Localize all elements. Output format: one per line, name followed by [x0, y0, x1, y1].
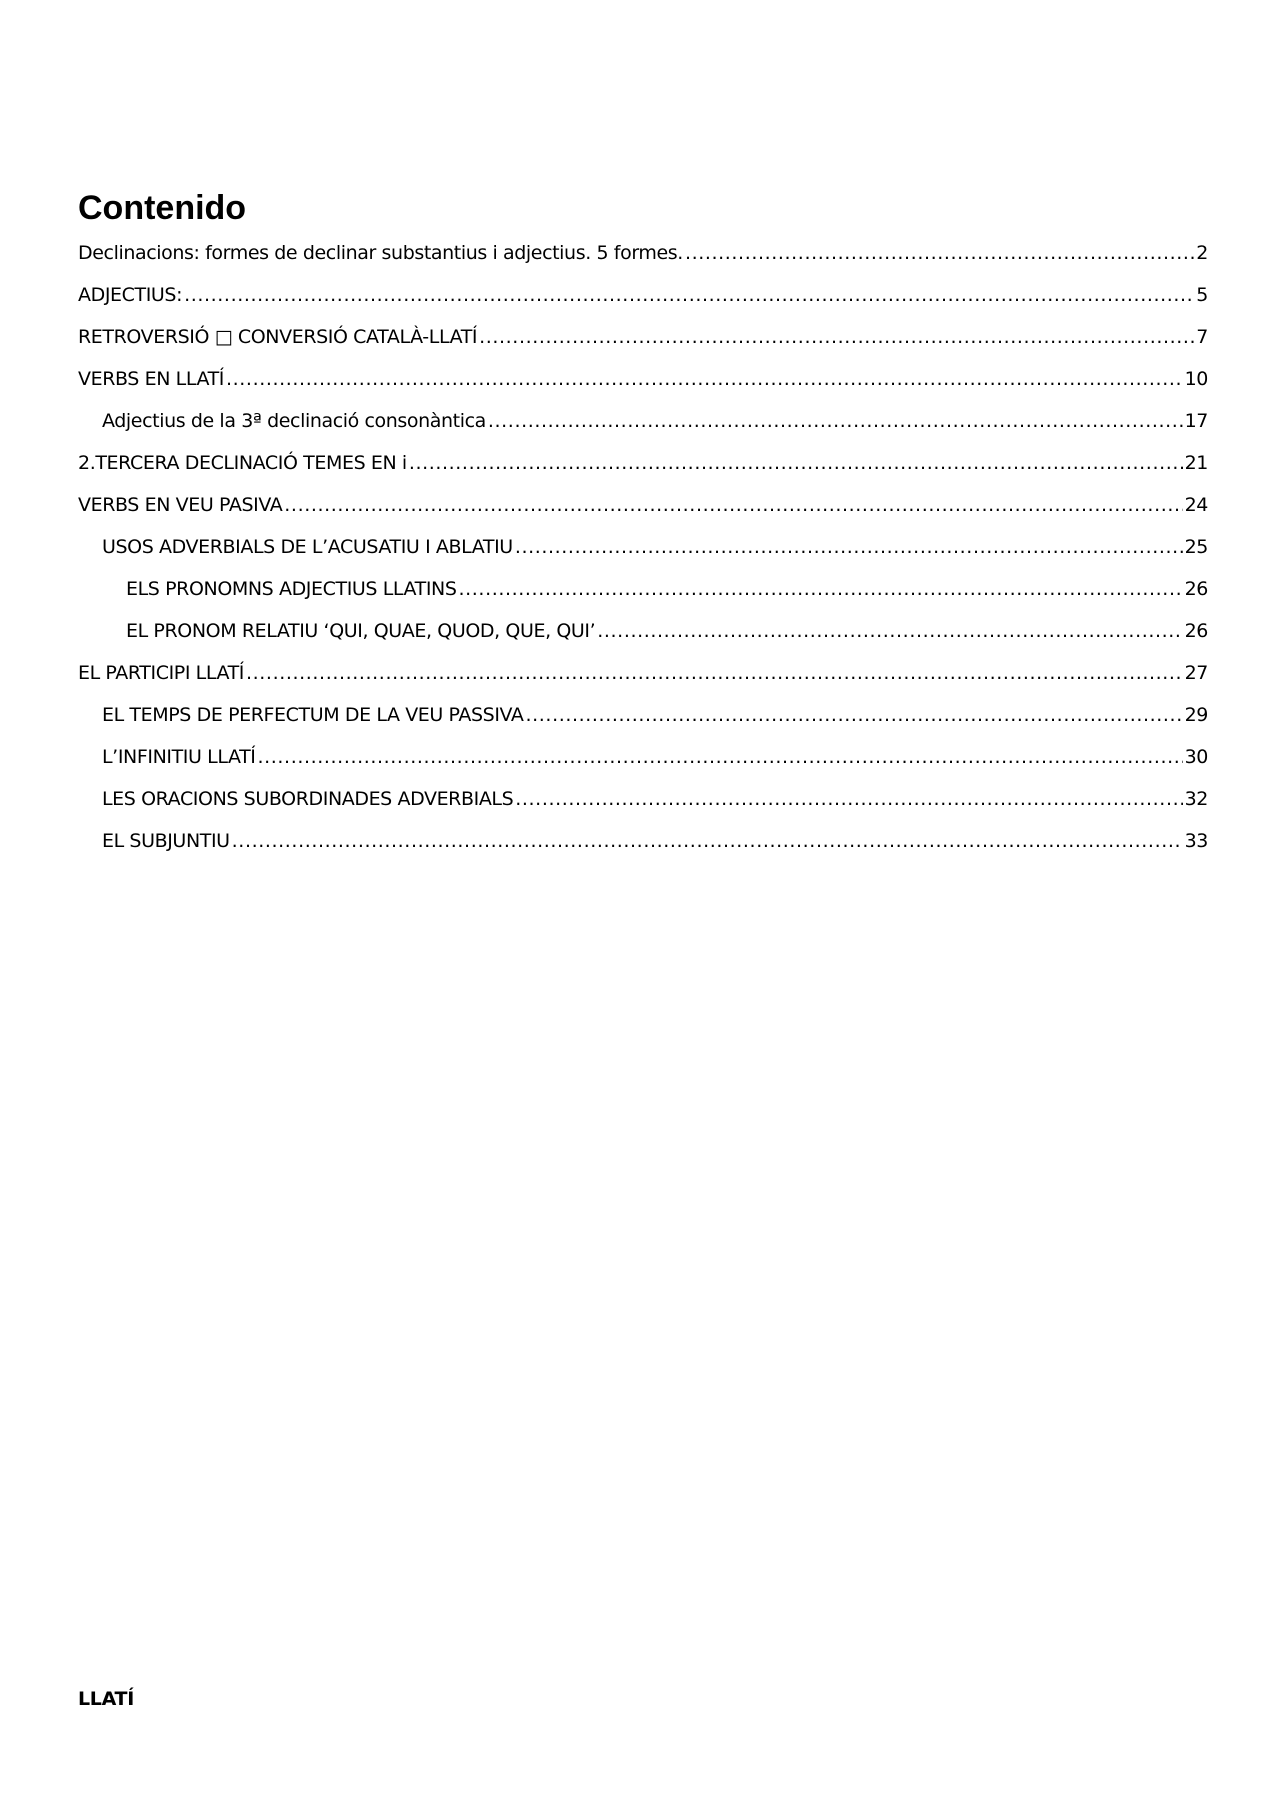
toc-entry-text: RETROVERSIÓ □ CONVERSIÓ CATALÀ-LLATÍ: [78, 326, 478, 348]
table-of-contents: [78, 242, 1208, 872]
toc-entry[interactable]: [78, 452, 1208, 494]
toc-entry[interactable]: [78, 242, 1208, 284]
toc-entry-text: EL PARTICIPI LLATÍ: [78, 662, 245, 684]
toc-dot-leader: [409, 452, 1183, 474]
toc-page-number: 25: [1184, 536, 1208, 558]
toc-entry[interactable]: [78, 620, 1208, 662]
toc-entry[interactable]: [78, 284, 1208, 326]
toc-entry[interactable]: [78, 536, 1208, 578]
toc-dot-leader: [459, 578, 1183, 600]
toc-page-number: 7: [1196, 326, 1208, 348]
toc-dot-leader: [258, 746, 1183, 768]
toc-page-number: 17: [1184, 410, 1208, 432]
page-footer: LLATÍ: [78, 1688, 134, 1710]
toc-page-number: 30: [1184, 746, 1208, 768]
toc-page-number: 27: [1184, 662, 1208, 684]
toc-page-number: 2: [1196, 242, 1208, 264]
toc-entry-text: LES ORACIONS SUBORDINADES ADVERBIALS: [102, 788, 514, 810]
toc-entry[interactable]: [78, 788, 1208, 830]
toc-dot-leader: [597, 620, 1182, 642]
toc-entry[interactable]: [78, 326, 1208, 368]
toc-dot-leader: [246, 662, 1183, 684]
toc-dot-leader: [284, 494, 1182, 516]
toc-entry-text: USOS ADVERBIALS DE L’ACUSATIU I ABLATIU: [102, 536, 513, 558]
toc-page-number: 10: [1184, 368, 1208, 390]
toc-entry[interactable]: [78, 746, 1208, 788]
toc-page-number: 32: [1184, 788, 1208, 810]
toc-page-number: 26: [1184, 620, 1208, 642]
toc-dot-leader: [488, 410, 1183, 432]
toc-entry-text: VERBS EN LLATÍ: [78, 368, 225, 390]
toc-dot-leader: [226, 368, 1183, 390]
toc-title: Contenido: [78, 189, 247, 227]
toc-entry-text: Adjectius de la 3ª declinació consonàntica: [102, 410, 486, 432]
toc-entry[interactable]: [78, 662, 1208, 704]
toc-entry[interactable]: [78, 578, 1208, 620]
toc-dot-leader: [515, 788, 1182, 810]
toc-entry-text: ELS PRONOMNS ADJECTIUS LLATINS: [126, 578, 457, 600]
toc-page-number: 29: [1184, 704, 1208, 726]
toc-entry-text: EL TEMPS DE PERFECTUM DE LA VEU PASSIVA: [102, 704, 524, 726]
toc-dot-leader: [515, 536, 1183, 558]
toc-entry-text: 2.TERCERA DECLINACIÓ TEMES EN i: [78, 452, 407, 474]
toc-dot-leader: [184, 284, 1194, 306]
toc-dot-leader: [479, 326, 1194, 348]
toc-entry-text: EL PRONOM RELATIU ‘QUI, QUAE, QUOD, QUE, QUI’: [126, 620, 596, 642]
toc-entry-text: L’INFINITIU LLATÍ: [102, 746, 256, 768]
toc-entry[interactable]: [78, 704, 1208, 746]
toc-entry[interactable]: [78, 494, 1208, 536]
toc-page-number: 21: [1184, 452, 1208, 474]
toc-page-number: 26: [1184, 578, 1208, 600]
toc-entry-text: EL SUBJUNTIU: [102, 830, 230, 852]
toc-dot-leader: [232, 830, 1183, 852]
toc-page-number: 24: [1184, 494, 1208, 516]
toc-dot-leader: [685, 242, 1194, 264]
toc-entry-text: ADJECTIUS:: [78, 284, 183, 306]
toc-entry[interactable]: [78, 368, 1208, 410]
toc-entry[interactable]: [78, 830, 1208, 872]
toc-dot-leader: [526, 704, 1183, 726]
toc-page-number: 33: [1184, 830, 1208, 852]
toc-entry[interactable]: [78, 410, 1208, 452]
toc-page-number: 5: [1196, 284, 1208, 306]
toc-entry-text: VERBS EN VEU PASIVA: [78, 494, 283, 516]
toc-entry-text: Declinacions: formes de declinar substantius i adjectius. 5 formes.: [78, 242, 683, 264]
